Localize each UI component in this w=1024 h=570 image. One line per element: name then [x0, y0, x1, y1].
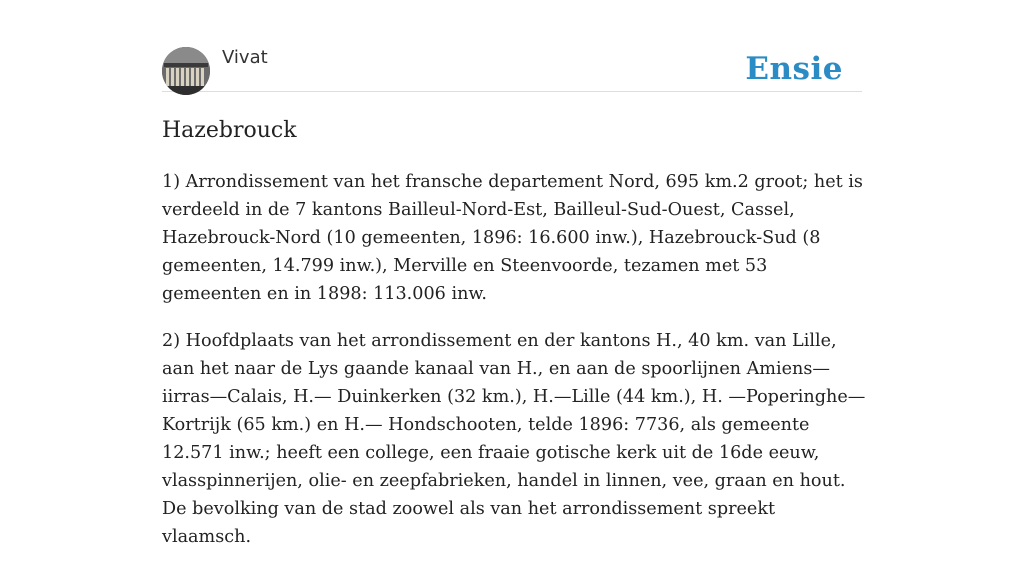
article-body: [162, 168, 868, 570]
site-logo[interactable]: Ensie: [745, 51, 843, 87]
page-title: Hazebrouck: [162, 118, 297, 143]
header: [162, 46, 862, 92]
paragraph-2: 2) Hoofdplaats van het arrondissement en der kantons H., 40 km. van Lille, aan het naar de Lys gaande kanaal van H., en aan de spoorlijnen Amiens—iirras—Calais, H.— Duinkerken (32 km.), H.—Lille (44 km.), H. —Poperinghe—Kortrijk (65 km.) en H.— Hondschooten, telde 1896: 7736, als gemeente 12.571 inw.; heeft een college, een fraaie gotische kerk uit de 16de eeuw, vlasspinnerijen, olie- en zeepfabrieken, handel in linnen, vee, graan en hout. De bevolking van de stad zoowel als van het arrondissement spreekt vlaamsch.: [162, 331, 866, 547]
avatar[interactable]: [162, 47, 210, 95]
paragraph-1: 1) Arrondissement van het fransche departement Nord, 695 km.2 groot; het is verdeeld in de 7 kantons Bailleul-Nord-Est, Bailleul-Sud-Ouest, Cassel, Hazebrouck-Nord (10 gemeenten, 1896: 16.600 inw.), Hazebrouck-Sud (8 gemeenten, 14.799 inw.), Merville en Steenvoorde, tezamen met 53 gemeenten en in 1898: 113.006 inw.: [162, 172, 863, 304]
author-name[interactable]: Vivat: [222, 47, 268, 68]
avatar-icon: [162, 47, 210, 95]
